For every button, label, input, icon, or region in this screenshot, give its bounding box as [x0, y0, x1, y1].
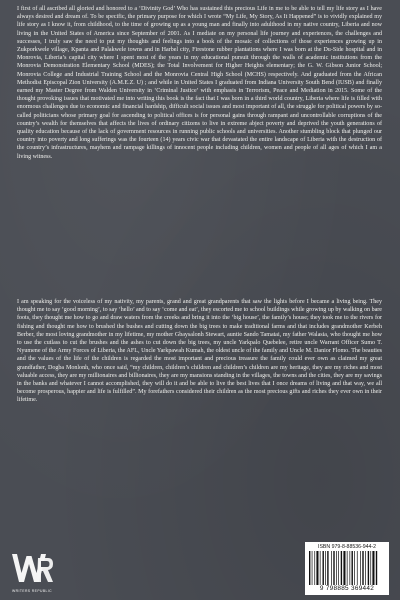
barcode-bars	[309, 551, 385, 585]
writers-republic-logo-icon	[10, 550, 54, 588]
publisher-name: WRITERS REPUBLIC	[12, 589, 52, 593]
isbn-label: ISBN 979-8-88536-944-2	[318, 544, 376, 550]
synopsis-paragraph-1: I first of all ascribed all gloried and honored to a ‘Divinity God’ Who has sustained this precious Life in me to be able to tell my life story as I have always desired and dream of. To be specific, the primary purpose for which I wrote “My Life, My Story, As It Happened” is to vividly explained my life story as I know it, from childhood, to the time of growing up as a young man and finally into adulthood in my native country, Liberia and now living in the United States of America since September of 2001. As I mediate on my personal life journey and experiences, the challenges and successes, I truly saw the need to put my thoughts and feelings into a book of the mosaic of collections of those experiences growing up in Zukporkwele village, Kpanta and Palakwele towns and in Harbel city, Firestone rubber plantations where I was born at the Du-Side hospital and in Monrovia, Liberia’s capital city where I spent most of the years in my educational pursuit through the walls of academic institutions from the Monrovia Demonstration Elementary School (MDES); the Total Involvement for Higher Heights elementary; the G. W. Gibson Junior School; Monrovia College and Industrial Training School and the Monrovia Central High School (MCHS) respectively. And graduated from the African Methodist Episcopal Zion University (A.M.E.Z. U) ; and while in United States I graduated from Indiana University South Bend (IUSB) and finally earned my Master Degree from Walden University in ‘Criminal Justice’ with emphasis in Terrorism, Peace and Mediation in 2015. Some of the thought provoking issues that motivated me into writing this book is the fact that I was born in a third world country, Liberia where life is filled with enormous challenges due to economic and financial hardship, difficult social issues and most important of all, the struggle for political powers by so-called politicians whose primary goal for ascending to political offices is for personal gains through rampant and uncontrollable corruptions of the country’s wealth for themselves that affects the lives of ordinary citizens to live in extreme abject poverty and deprived the youth generations of quality education because of the lack of government resources in running public schools and universities. Another stumbling block that plunged our country into poverty and long sufferings was the fourteen (14) years civic war that devastated the entire landscape of Liberia with the destruction of the country’s infrastructures, mayhem and rampage killings of innocent people including children, women and people of all ages of which I am a living witness.	[17, 6, 382, 160]
barcode-digits: 9 798885 369442	[319, 585, 375, 592]
isbn-barcode	[305, 542, 389, 595]
synopsis-paragraph-2: I am speaking for the voiceless of my nativity, my parents, grand and great grandparents that saw the lights before I became a living being. They thought me to say ‘good morning’, to say ‘hello’ and to say ‘come and eat’, they escorted me to school buildings while growing up by walking on bare foots, they thought me how to go and draw waters from the creeks and bring it into the ‘big house’, the family’s house; they took me to the rivers for fishing and thought me how to brushed the bushes and cutting down the big trees to make traditional farms and that includes grandmother Kerbeh Berber, the most loving grandmother in my lifetime, my mother Gbaysalonh Stewart, auntie Sando Tamatai, my father Walasia, who thought me how to use the cutlass to cut the brushes and the ashes to cut down the big trees, my uncle Yarkpalo Quebelee, retire uncle Warrant Officer Sumo T. Nyumene of the Army Forces of Liberia, the AFL, Uncle Yarkpawah Kumah, the oldest uncle of the family and Uncle M. Danior Flomo. The beauties and the values of the life of the children is regarded the most important and precious treasure the family could ever own as claimed my great grandfather, Dogba Monlonh, who once said, “my children, children’s children and children’s children are my heritage, they are my riches and most valuable access, they are my millionaires and billionaires, they are my mansions standing in the villages, the towns and the cities, they are my savings in the banks and whatever I cannot accomplished, they will do it and be able to live the best lives that I once dreams of living and that way, we all become prosperous, happier and life is fulfilled”. My forefathers considered their children as the most precious gifts and riches they ever own in their lifetime.	[17, 299, 382, 404]
publisher-logo	[10, 550, 54, 596]
